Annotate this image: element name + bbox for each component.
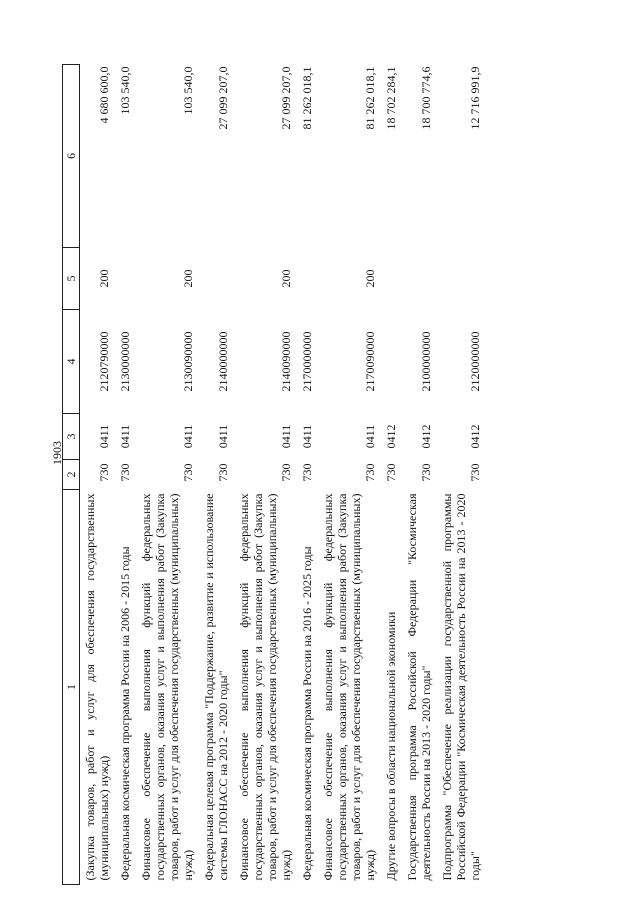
row-section-code: 0411 [363, 424, 377, 449]
row-description: Финансовое обеспечение выполнения функций федеральных государственных органов, оказания услуг и выполнения работ (Закупка товаров, работ и услуг для обеспечения государственных (муниципальных) нужд) [237, 493, 293, 881]
row-ministry-code: 730 [363, 463, 377, 482]
row-section-code: 0411 [118, 424, 132, 449]
row-section-code: 0411 [97, 424, 111, 449]
page-number: 1903 [50, 441, 64, 465]
row-target-article: 2100000000 [419, 331, 433, 392]
table-row [381, 65, 402, 885]
row-amount: 81 262 018,1 [363, 66, 377, 130]
row-ministry-code: 730 [468, 463, 482, 482]
row-section-code: 0411 [181, 424, 195, 449]
table-row [115, 65, 136, 885]
row-ministry-code: 730 [419, 463, 433, 482]
row-section-code: 0411 [216, 424, 230, 449]
header-col-5: 5 [63, 248, 80, 310]
row-description: Финансовое обеспечение выполнения функций федеральных государственных органов, оказания услуг и выполнения работ (Закупка товаров, работ и услуг для обеспечения государственных (муниципальных) нужд) [321, 493, 377, 881]
header-col-2: 2 [63, 460, 80, 490]
row-expense-type [297, 248, 318, 310]
row-ministry-code: 730 [181, 463, 195, 482]
row-target-article: 2130000000 [118, 331, 132, 392]
table-row [136, 65, 199, 885]
row-target-article: 2140000000 [216, 331, 230, 392]
row-description: Другие вопросы в области национальной экономики [384, 611, 398, 881]
row-target-article: 2140090000 [279, 331, 293, 392]
row-section-code: 0412 [384, 424, 398, 449]
table-row [402, 65, 437, 885]
row-ministry-code: 730 [118, 463, 132, 482]
row-description: Государственная программа Российской Федерации "Космическая деятельность России на 2013 - 2020 годы" [405, 493, 433, 881]
header-col-4: 4 [63, 310, 80, 414]
row-expense-type [381, 248, 402, 310]
row-amount: 18 702 284,1 [384, 66, 398, 130]
row-amount: 12 716 991,9 [468, 66, 482, 130]
row-expense-type [199, 248, 234, 310]
row-ministry-code: 730 [300, 463, 314, 482]
table-row [318, 65, 381, 885]
row-section-code: 0411 [279, 424, 293, 449]
row-ministry-code: 730 [216, 463, 230, 482]
row-target-article: 2120790000 [97, 331, 111, 392]
row-description: Федеральная целевая программа "Поддержание, развитие и использование системы ГЛОНАСС на 2012 - 2020 годы" [202, 493, 230, 881]
row-section-code: 0412 [468, 424, 482, 449]
row-expense-type: 200 [181, 269, 195, 288]
row-expense-type [402, 248, 437, 310]
header-col-6: 6 [63, 65, 80, 248]
header-col-1: 1 [63, 490, 80, 885]
row-expense-type [437, 248, 486, 310]
row-section-code: 0412 [419, 424, 433, 449]
row-amount: 103 540,0 [118, 66, 132, 115]
budget-table [62, 64, 486, 885]
row-ministry-code: 730 [97, 463, 111, 482]
row-ministry-code: 730 [384, 463, 398, 482]
row-expense-type: 200 [97, 269, 111, 288]
row-target-article [381, 310, 402, 414]
row-description: Финансовое обеспечение выполнения функций федеральных государственных органов, оказания услуг и выполнения работ (Закупка товаров, работ и услуг для обеспечения государственных (муниципальных) нужд) [139, 493, 195, 881]
row-amount: 27 099 207,0 [279, 66, 293, 130]
row-amount: 81 262 018,1 [300, 66, 314, 130]
row-section-code: 0411 [300, 424, 314, 449]
header-col-3: 3 [63, 414, 80, 460]
budget-table-sheet [62, 65, 627, 885]
row-amount: 27 099 207,0 [216, 66, 230, 130]
row-ministry-code: 730 [279, 463, 293, 482]
row-target-article: 2120000000 [468, 331, 482, 392]
row-expense-type: 200 [279, 269, 293, 288]
row-description: Подпрограмма "Обеспечение реализации государственной программы Российской Федерации "Космическая деятельность России на 2013 - 2020 годы" [440, 493, 482, 881]
row-expense-type: 200 [363, 269, 377, 288]
row-target-article: 2170090000 [363, 331, 377, 392]
table-row [234, 65, 297, 885]
header-row [63, 65, 80, 885]
table-row [199, 65, 234, 885]
row-target-article: 2130090000 [181, 331, 195, 392]
row-expense-type [115, 248, 136, 310]
table-row [437, 65, 486, 885]
table-row [80, 65, 116, 885]
row-description: Федеральная космическая программа России на 2016 - 2025 годы [300, 546, 314, 881]
row-amount: 18 700 774,6 [419, 66, 433, 130]
table-row [297, 65, 318, 885]
row-amount: 4 680 600,0 [97, 66, 111, 124]
row-description: (Закупка товаров, работ и услуг для обеспечения государственных (муниципальных) нужд) [83, 493, 111, 881]
row-description: Федеральная космическая программа России на 2006 - 2015 годы [118, 546, 132, 881]
row-target-article: 2170000000 [300, 331, 314, 392]
row-amount: 103 540,0 [181, 66, 195, 115]
